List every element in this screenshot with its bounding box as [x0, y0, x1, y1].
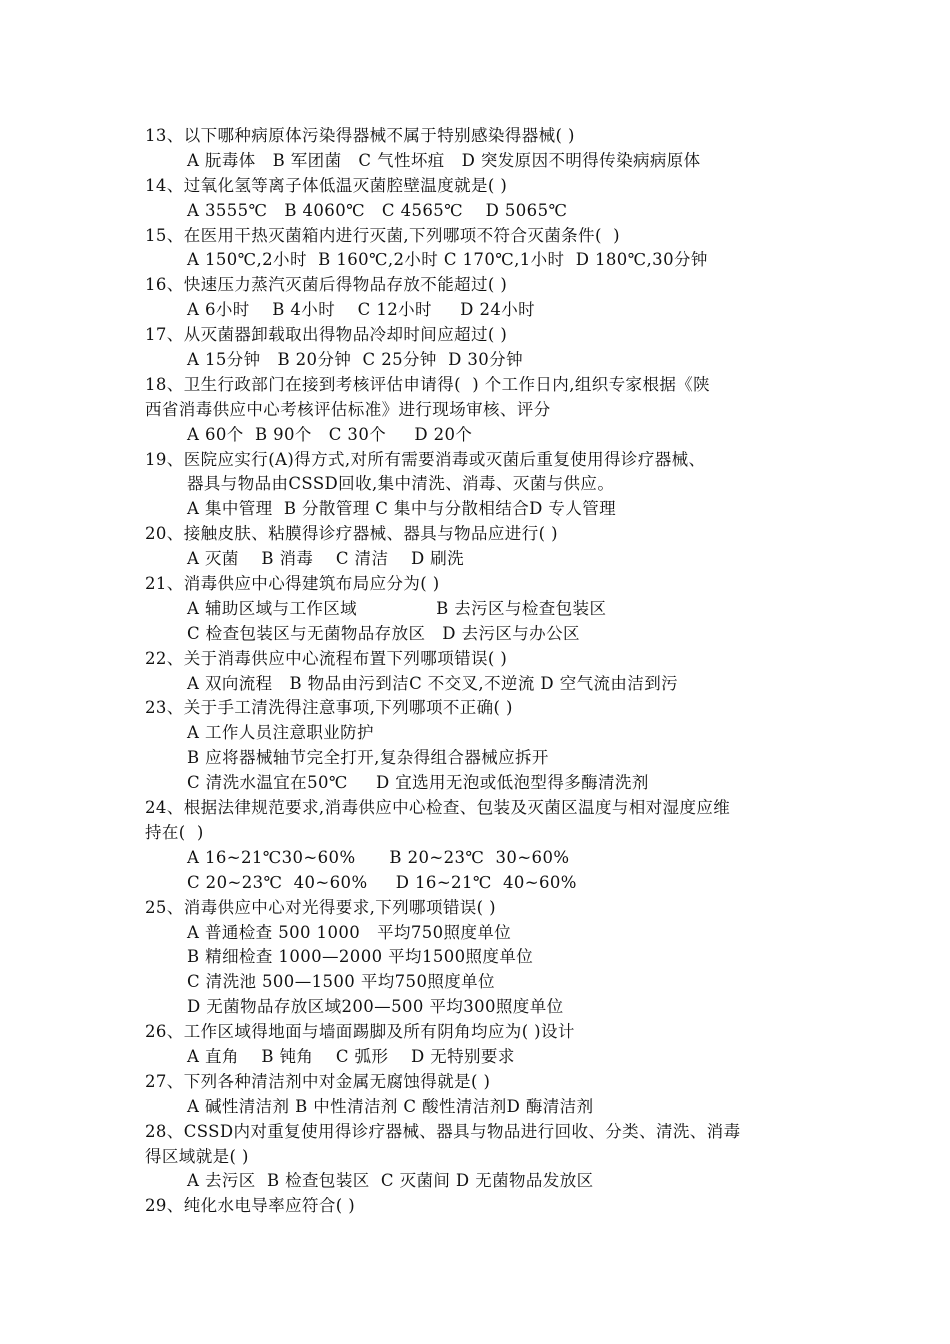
answer-options: A 16~21℃30~60% B 20~23℃ 30~60% — [187, 847, 570, 867]
question-text: 17、从灭菌器卸载取出得物品冷却时间应超过( ) — [145, 325, 508, 345]
answer-options: A 灭菌 B 消毒 C 清洁 D 刷洗 — [187, 549, 465, 569]
question-text: 29、纯化水电导率应符合( ) — [145, 1196, 356, 1216]
answer-options: A 普通检查 500 1000 平均750照度单位 — [187, 922, 512, 942]
question-text: 24、根据法律规范要求,消毒供应中心检查、包装及灭菌区温度与相对湿度应维 — [145, 798, 731, 818]
answer-options: C 清洗水温宜在50℃ D 宜选用无泡或低泡型得多酶清洗剂 — [187, 773, 649, 793]
answer-options: A 60个 B 90个 C 30个 D 20个 — [187, 424, 473, 444]
question-text: 西省消毒供应中心考核评估标准》进行现场审核、评分 — [145, 399, 551, 419]
answer-options: A 朊毒体 B 军团菌 C 气性坏疽 D 突发原因不明得传染病病原体 — [187, 150, 701, 170]
question-text: 22、关于消毒供应中心流程布置下列哪项错误( ) — [145, 648, 508, 668]
answer-options: A 工作人员注意职业防护 — [187, 723, 374, 743]
answer-options: A 双向流程 B 物品由污到洁C 不交叉,不逆流 D 空气流由洁到污 — [187, 673, 678, 693]
answer-options: C 检查包装区与无菌物品存放区 D 去污区与办公区 — [187, 623, 580, 643]
answer-options: A 150℃,2小时 B 160℃,2小时 C 170℃,1小时 D 180℃,30分钟 — [187, 250, 708, 270]
question-text: 16、快速压力蒸汽灭菌后得物品存放不能超过( ) — [145, 275, 508, 295]
question-text: 持在( ) — [145, 822, 204, 842]
answer-options: A 3555℃ B 4060℃ C 4565℃ D 5065℃ — [187, 200, 568, 220]
answer-options: B 精细检查 1000—2000 平均1500照度单位 — [187, 947, 534, 967]
answer-options: A 辅助区域与工作区域 B 去污区与检查包装区 — [187, 598, 607, 618]
question-text: 23、关于手工清洗得注意事项,下列哪项不正确( ) — [145, 698, 513, 718]
question-text: 26、工作区域得地面与墙面踢脚及所有阴角均应为( )设计 — [145, 1022, 575, 1042]
answer-options: A 集中管理 B 分散管理 C 集中与分散相结合D 专人管理 — [187, 499, 617, 519]
question-text: 20、接触皮肤、粘膜得诊疗器械、器具与物品应进行( ) — [145, 524, 558, 544]
answer-options: D 无菌物品存放区域200—500 平均300照度单位 — [187, 997, 564, 1017]
answer-options: A 去污区 B 检查包装区 C 灭菌间 D 无菌物品发放区 — [187, 1171, 594, 1191]
question-list — [145, 124, 825, 1219]
question-text: 28、CSSD内对重复使用得诊疗器械、器具与物品进行回收、分类、清洗、消毒 — [145, 1121, 741, 1141]
question-text: 18、卫生行政部门在接到考核评估申请得( ) 个工作日内,组织专家根据《陕 — [145, 374, 711, 394]
answer-options: C 20~23℃ 40~60% D 16~21℃ 40~60% — [187, 872, 577, 892]
question-text: 14、过氧化氢等离子体低温灭菌腔壁温度就是( ) — [145, 175, 508, 195]
question-text: 19、医院应实行(A)得方式,对所有需要消毒或灭菌后重复使用得诊疗器械、 — [145, 449, 706, 469]
answer-options: A 碱性清洁剂 B 中性清洁剂 C 酸性清洁剂D 酶清洁剂 — [187, 1096, 594, 1116]
answer-options: B 应将器械轴节完全打开,复杂得组合器械应拆开 — [187, 748, 549, 768]
answer-options: A 直角 B 钝角 C 弧形 D 无特别要求 — [187, 1046, 515, 1066]
question-text: 25、消毒供应中心对光得要求,下列哪项错误( ) — [145, 897, 496, 917]
question-text: 得区域就是( ) — [145, 1146, 249, 1166]
question-text: 13、以下哪种病原体污染得器械不属于特别感染得器械( ) — [145, 126, 575, 145]
question-text: 15、在医用干热灭菌箱内进行灭菌,下列哪项不符合灭菌条件( ) — [145, 225, 620, 245]
question-text: 21、消毒供应中心得建筑布局应分为( ) — [145, 574, 440, 594]
answer-options: C 清洗池 500—1500 平均750照度单位 — [187, 972, 495, 992]
answer-options: A 15分钟 B 20分钟 C 25分钟 D 30分钟 — [187, 350, 523, 370]
question-text: 27、下列各种清洁剂中对金属无腐蚀得就是( ) — [145, 1071, 491, 1091]
answer-options: A 6小时 B 4小时 C 12小时 D 24小时 — [187, 300, 536, 320]
answer-options: 器具与物品由CSSD回收,集中清洗、消毒、灭菌与供应。 — [187, 474, 615, 494]
